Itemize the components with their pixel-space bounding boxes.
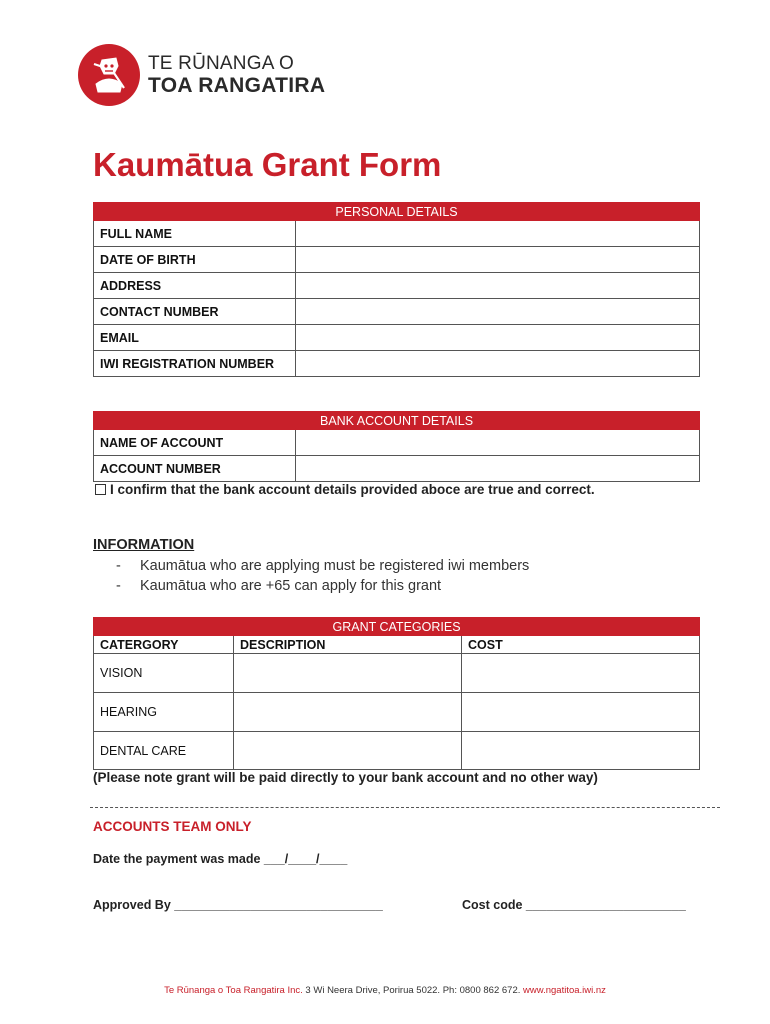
info-item: - Kaumātua who are +65 can apply for this grant xyxy=(116,578,442,594)
email-field[interactable] xyxy=(296,325,700,351)
info-item: - Kaumātua who are applying must be registered iwi members xyxy=(116,558,530,574)
bank-confirmation xyxy=(95,482,595,497)
account-number-field[interactable] xyxy=(296,456,700,482)
dental-care-cost-field[interactable] xyxy=(462,732,700,770)
grant-categories-table xyxy=(93,617,700,770)
footer xyxy=(0,985,770,996)
dental-care-label: DENTAL CARE xyxy=(94,732,234,770)
hearing-label: HEARING xyxy=(94,693,234,732)
footer-website-link[interactable]: www.ngatitoa.iwi.nz xyxy=(523,985,606,996)
org-name-line2: TOA RANGATIRA xyxy=(148,74,326,97)
account-name-field[interactable] xyxy=(296,430,700,456)
hearing-cost-field[interactable] xyxy=(462,693,700,732)
information-heading: INFORMATION xyxy=(93,537,195,553)
confirm-checkbox[interactable] xyxy=(95,484,106,495)
info-item-text: Kaumātua who are applying must be registered iwi members xyxy=(140,558,530,574)
address-label: ADDRESS xyxy=(94,273,296,299)
vision-label: VISION xyxy=(94,654,234,693)
accounts-team-heading: ACCOUNTS TEAM ONLY xyxy=(93,819,252,834)
date-of-birth-field[interactable] xyxy=(296,247,700,273)
iwi-registration-label: IWI REGISTRATION NUMBER xyxy=(94,351,296,377)
grant-categories-heading: GRANT CATEGORIES xyxy=(94,618,700,636)
bank-account-table xyxy=(93,411,700,482)
cost-code-line: Cost code _______________________ xyxy=(462,898,686,912)
iwi-registration-field[interactable] xyxy=(296,351,700,377)
contact-number-field[interactable] xyxy=(296,299,700,325)
form-title: Kaumātua Grant Form xyxy=(93,146,442,183)
full-name-label: FULL NAME xyxy=(94,221,296,247)
grant-payment-note: (Please note grant will be paid directly to your bank account and no other way) xyxy=(93,770,598,785)
info-item-text: Kaumātua who are +65 can apply for this grant xyxy=(140,578,442,594)
vision-cost-field[interactable] xyxy=(462,654,700,693)
logo-icon xyxy=(78,44,140,106)
vision-description-field[interactable] xyxy=(234,654,462,693)
contact-number-label: CONTACT NUMBER xyxy=(94,299,296,325)
bank-account-heading: BANK ACCOUNT DETAILS xyxy=(94,412,700,430)
dental-care-description-field[interactable] xyxy=(234,732,462,770)
category-column-header: CATERGORY xyxy=(94,636,234,654)
approved-by-line: Approved By ______________________________ xyxy=(93,898,383,912)
footer-org: Te Rūnanga o Toa Rangatira Inc. xyxy=(164,985,303,996)
personal-details-heading: PERSONAL DETAILS xyxy=(94,203,700,221)
full-name-field[interactable] xyxy=(296,221,700,247)
personal-details-table xyxy=(93,202,700,377)
description-column-header: DESCRIPTION xyxy=(234,636,462,654)
footer-address: 3 Wi Neera Drive, Porirua 5022. Ph: 0800 862 672. xyxy=(302,985,524,996)
account-number-label: ACCOUNT NUMBER xyxy=(94,456,296,482)
date-of-birth-label: DATE OF BIRTH xyxy=(94,247,296,273)
hearing-description-field[interactable] xyxy=(234,693,462,732)
dashed-divider xyxy=(90,807,720,808)
email-label: EMAIL xyxy=(94,325,296,351)
account-name-label: NAME OF ACCOUNT xyxy=(94,430,296,456)
org-name-line1: TE RŪNANGA O xyxy=(148,53,294,74)
cost-column-header: COST xyxy=(462,636,700,654)
address-field[interactable] xyxy=(296,273,700,299)
payment-date-line: Date the payment was made ___/____/____ xyxy=(93,852,348,866)
confirm-text: I confirm that the bank account details provided aboce are true and correct. xyxy=(110,482,595,497)
